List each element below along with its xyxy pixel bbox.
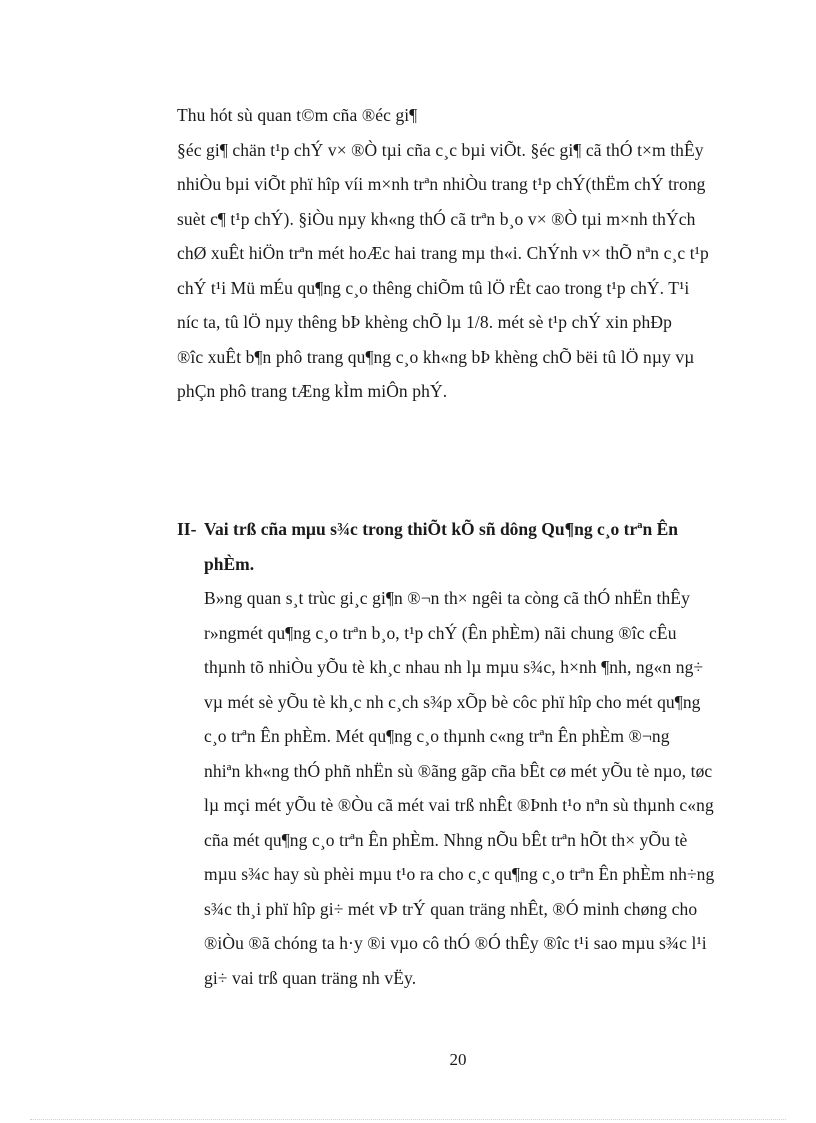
text-line: thµnh tõ nhiÒu yÕu tè kh¸c nhau nh lµ mµu s¾c, h×nh ¶nh, ng«n ng÷ <box>204 657 704 677</box>
text-line: mµu s¾c hay sù phèi mµu t¹o ra cho c¸c qu¶ng c¸o trªn Ên phÈm nh÷ng <box>204 864 715 884</box>
text-line: cña mét qu¶ng c¸o trªn Ên phÈm. Nhng nÕu bÊt trªn hÕt th× yÕu tè <box>204 829 688 850</box>
text-line: Thu hót sù quan t©m cña ®éc gi¶ <box>177 105 418 125</box>
text-line: c¸o trªn Ên phÈm. Mét qu¶ng c¸o thµnh c«ng trªn Ên phÈm ®¬ng <box>204 726 670 746</box>
text-line: chØ xuÊt hiÖn trªn mét hoÆc hai trang mµ th«i. ChÝnh v× thÕ nªn c¸c t¹p <box>177 243 709 263</box>
text-line: chÝ t¹i Mü mÉu qu¶ng c¸o thêng chiÕm tû lÖ rÊt cao trong t¹p chÝ. T¹i <box>177 277 690 298</box>
text-line: ®iÒu ®ã chóng ta h·y ®i vµo cô thÓ ®Ó thÊy ®îc t¹i sao mµu s¾c l¹i <box>204 933 707 953</box>
text-line: phÇn phô trang tÆng kÌm miÔn phÝ. <box>177 381 448 401</box>
text-line: nhiªn kh«ng thÓ phñ nhËn sù ®ãng gãp cña bÊt cø mét yÕu tè nµo, tøc <box>204 760 713 781</box>
text-line: gi÷ vai trß quan träng nh vËy. <box>204 967 417 988</box>
text-line: suèt c¶ t¹p chÝ). §iÒu nµy kh«ng thÓ cã trªn b¸o v× ®Ò tµi m×nh thÝch <box>177 208 696 229</box>
text-line: r»ngmét qu¶ng c¸o trªn b¸o, t¹p chÝ (Ên phÈm) nãi chung ®îc cÊu <box>204 622 677 643</box>
section-heading-line-2: phÈm. <box>204 553 255 574</box>
page-number: 20 <box>449 1050 467 1069</box>
text-line: lµ mçi mét yÕu tè ®Òu cã mét vai trß nhÊt ®Þnh t¹o nªn sù thµnh c«ng <box>204 795 714 815</box>
section-heading-line-1: Vai trß cña mµu s¾c trong thiÕt kÕ sñ dông Qu¶ng c¸o trªn Ên <box>204 519 679 539</box>
section-heading <box>177 512 777 547</box>
text-line: §éc gi¶ chän t¹p chÝ v× ®Ò tµi cña c¸c bµi viÕt. §éc gi¶ cã thÓ t×m thÊy <box>177 139 704 160</box>
section-body <box>177 581 777 995</box>
text-line: s¾c th¸i phï hîp gi÷ mét vÞ trÝ quan träng nhÊt, ®Ó minh chøng cho <box>204 898 698 919</box>
text-line: níc ta, tû lÖ nµy thêng bÞ khèng chÕ lµ 1/8. mét sè t¹p chÝ xin phÐp <box>177 312 672 332</box>
paragraph-reader-attention <box>177 98 777 409</box>
text-line: B»ng quan s¸t trùc gi¸c gi¶n ®¬n th× ngêi ta còng cã thÓ nhËn thÊy <box>204 588 690 608</box>
text-line: ®îc xuÊt b¶n phô trang qu¶ng c¸o kh«ng bÞ khèng chÕ bëi tû lÖ nµy vµ <box>177 346 695 367</box>
section-number: II- <box>177 519 197 539</box>
text-line: vµ mét sè yÕu tè kh¸c nh c¸ch s¾p xÕp bè côc phï hîp cho mét qu¶ng <box>204 691 701 712</box>
page-bottom-divider <box>30 1119 786 1120</box>
section-color-role <box>177 512 777 995</box>
text-line: nhiÒu bµi viÕt phï hîp víi m×nh trªn nhiÒu trang t¹p chÝ(thËm chÝ trong <box>177 174 706 194</box>
